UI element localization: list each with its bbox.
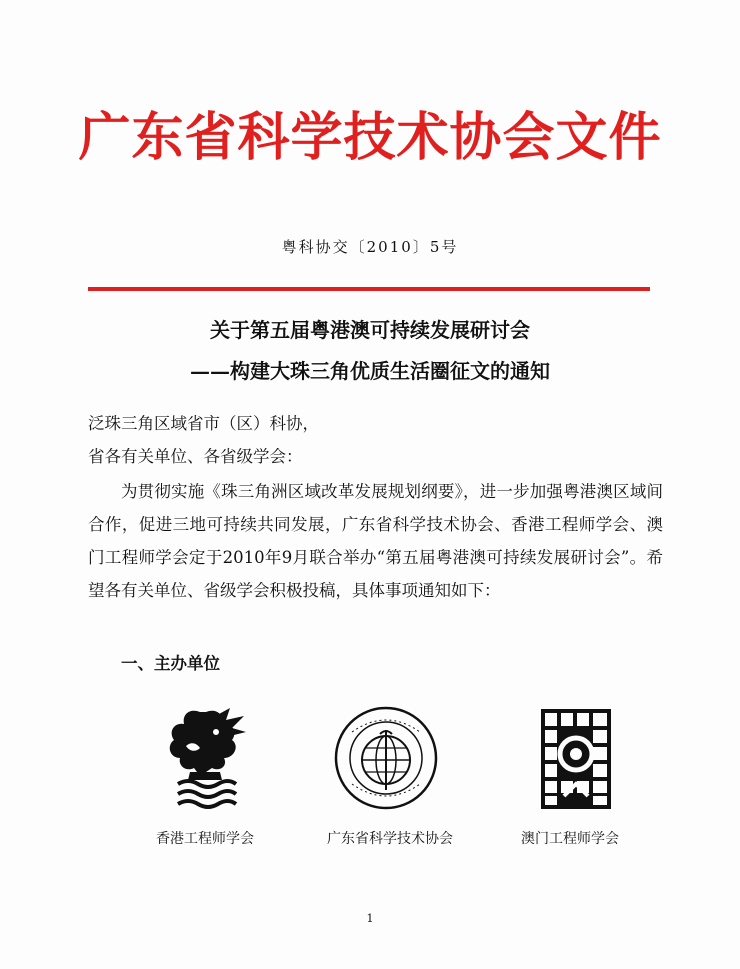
notice-title-line2: ——构建大珠三角优质生活圈征文的通知 bbox=[190, 359, 550, 383]
section-heading-organizers: 一、主办单位 bbox=[121, 654, 220, 673]
organizer-caption-hkie: 香港工程师学会 bbox=[156, 831, 254, 847]
red-divider-rule bbox=[88, 287, 650, 291]
body-paragraph: 为贯彻实施《珠三角洲区域改革发展规划纲要》，进一步加强粤港澳区域间合作，促进三地可持续共同发展，广东省科学技术协会、香港工程师学会、澳门工程师学会定于2010年9月联合举办“第五届粤港澳可持续发展研讨会”。希望各有关单位、省级学会积极投稿，具体事项通知如下： bbox=[88, 482, 663, 600]
dragon-logo-icon bbox=[160, 702, 250, 810]
document-masthead: 广东省科学技术协会文件 bbox=[78, 107, 662, 168]
notice-title-line1: 关于第五届粤港澳可持续发展研讨会 bbox=[210, 318, 530, 342]
salutation-line1: 泛珠三角区域省市（区）科协， bbox=[88, 414, 319, 433]
page-number: 1 bbox=[366, 912, 374, 925]
globe-seal-logo-icon bbox=[332, 704, 440, 812]
document-number: 粤科协交〔2010〕5号 bbox=[281, 238, 459, 256]
salutation-line2: 省各有关单位、各省级学会： bbox=[88, 447, 303, 466]
organizer-caption-gdast: 广东省科学技术协会 bbox=[327, 831, 453, 847]
grid-gear-logo-icon bbox=[540, 708, 612, 810]
organizer-caption-macau: 澳门工程师学会 bbox=[521, 831, 619, 847]
